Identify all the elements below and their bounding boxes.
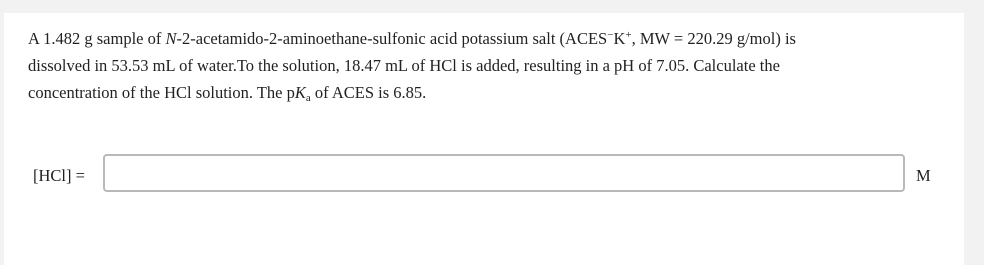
superscript-plus: + — [625, 29, 632, 41]
question-text-segment: concentration of the HCl solution. The p — [28, 83, 295, 102]
hcl-concentration-input[interactable] — [103, 154, 905, 192]
question-text-segment: -2-acetamido-2-aminoethane-sulfonic acid potassium salt (ACES — [176, 29, 608, 48]
question-line-1 — [28, 25, 928, 52]
question-text-segment: A 1.482 g sample of — [28, 29, 166, 48]
question-card — [4, 13, 964, 265]
subscript-a: a — [305, 92, 311, 104]
molarity-unit-label: M — [916, 166, 931, 185]
question-text — [28, 25, 928, 106]
question-line-2: dissolved in 53.53 mL of water.To the solution, 18.47 mL of HCl is added, resulting in a pH of 7.05. Calculate the — [28, 56, 780, 75]
answer-row — [28, 154, 948, 196]
superscript-minus: − — [607, 29, 614, 41]
hcl-concentration-label: [HCl] = — [33, 166, 85, 185]
question-text-segment: , MW = 220.29 g/mol) is — [631, 29, 796, 48]
question-text-segment: of ACES is 6.85. — [310, 83, 427, 102]
question-line-3 — [28, 79, 928, 106]
potassium-symbol: K — [613, 29, 626, 48]
italic-n: N — [165, 29, 177, 48]
italic-k: K — [294, 83, 306, 102]
